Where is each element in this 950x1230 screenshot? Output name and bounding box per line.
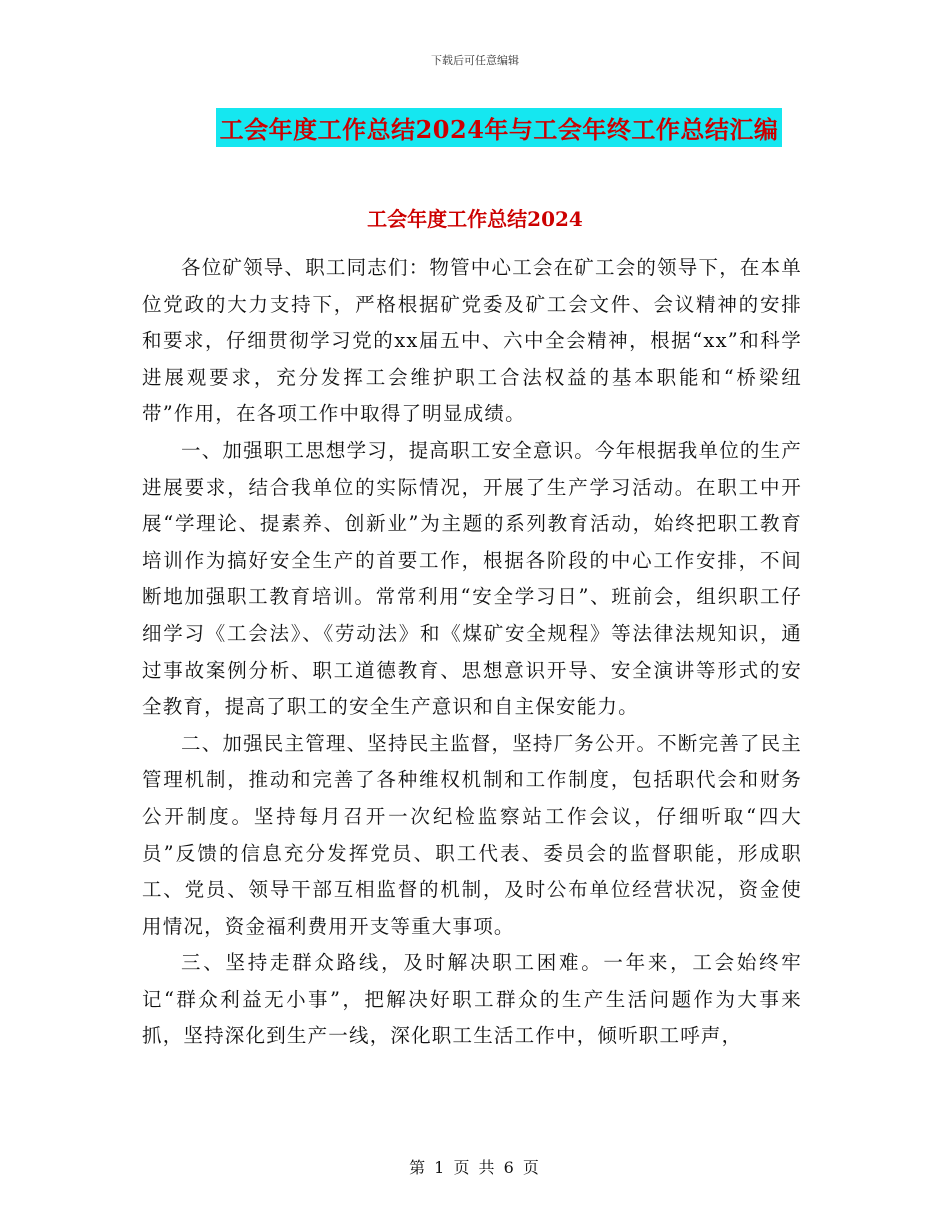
paragraph-section-2: 二、加强民主管理、坚持民主监督，坚持厂务公开。不断完善了民主管理机制，推动和完善了各种维权机制和工作制度，包括职代会和财务公开制度。坚持每月召开一次纪检监察站工作会议，仔细听取“四大员”反馈的信息充分发挥党员、职工代表、委员会的监督职能，形成职工、党员、领导干部互相监督的机制，及时公布单位经营状况，资金使用情况，资金福利费用开支等重大事项。	[142, 731, 803, 938]
document-body	[142, 250, 802, 1055]
paragraph-intro: 各位矿领导、职工同志们：物管中心工会在矿工会的领导下，在本单位党政的大力支持下，严格根据矿党委及矿工会文件、会议精神的安排和要求，仔细贯彻学习党的xx届五中、六中全会精神，根据“xx”和科学进展观要求，充分发挥工会维护职工合法权益的基本职能和“桥梁纽带”作用，在各项工作中取得了明显成绩。	[142, 256, 803, 426]
document-title-wrap	[0, 108, 950, 147]
header-note: 下载后可任意编辑	[431, 54, 519, 67]
document-title: 工会年度工作总结2024年与工会年终工作总结汇编	[216, 108, 783, 147]
section-title: 工会年度工作总结2024	[367, 207, 583, 231]
paragraph-section-1: 一、加强职工思想学习，提高职工安全意识。今年根据我单位的生产进展要求，结合我单位的实际情况，开展了生产学习活动。在职工中开展“学理论、提素养、创新业”为主题的系列教育活动，始终把职工教育培训作为搞好安全生产的首要工作，根据各阶段的中心工作安排，不间断地加强职工教育培训。常常利用“安全学习日”、班前会，组织职工仔细学习《工会法》、《劳动法》和《煤矿安全规程》等法律法规知识，通过事故案例分析、职工道德教育、思想意识开导、安全演讲等形式的安全教育，提高了职工的安全生产意识和自主保安能力。	[142, 438, 803, 719]
paragraph-section-3: 三、坚持走群众路线，及时解决职工困难。一年来，工会始终牢记“群众利益无小事”，把解决好职工群众的生产生活问题作为大事来抓，坚持深化到生产一线，深化职工生活工作中，倾听职工呼声，	[142, 951, 802, 1048]
page-footer: 第 1 页 共 6 页	[409, 1158, 541, 1177]
